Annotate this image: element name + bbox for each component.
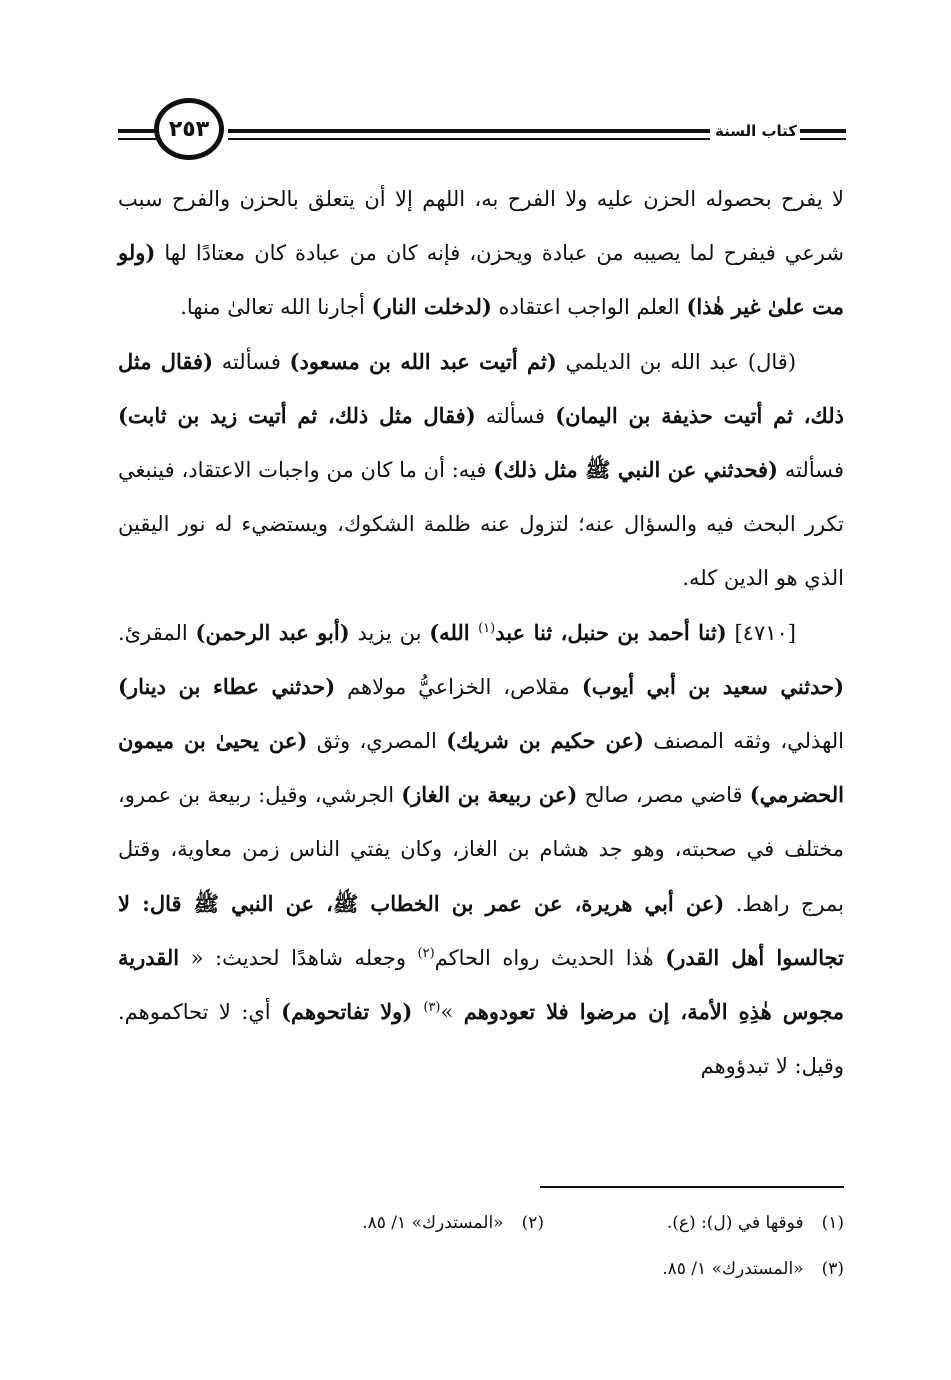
page-number-badge <box>154 98 224 160</box>
quoted-matn: (ولا تفاتحوهم) <box>281 999 424 1025</box>
header-rule-right-thick <box>800 129 846 133</box>
text-run: المصري، وثق <box>307 729 447 754</box>
footnote-ref-1[interactable]: (١) <box>478 620 496 636</box>
running-title: كتاب السنة <box>714 122 798 140</box>
quoted-matn: (عن ربيعة بن الغاز) <box>401 782 578 808</box>
quoted-matn: (ولو مت علىٰ غير هٰذا) <box>118 240 844 320</box>
quoted-matn: (عن حكيم بن شريك) <box>446 728 644 754</box>
header-rule-middle-thick <box>228 129 710 133</box>
quoted-matn: (لدخلت النار) <box>371 294 492 320</box>
text-run: أي: لا تحاكموهم. وقيل: لا تبدؤوهم <box>118 1000 844 1079</box>
text-run: فيه: أن ما كان من واجبات الاعتقاد، فينبغي تكرر البحث فيه والسؤال عنه؛ لتزول عنه ظلمة الشكوك، ويستضيء له نور اليقين الذي هو الدين كله. <box>118 458 844 591</box>
text-run: فسألته <box>778 458 844 483</box>
footnote-1 <box>544 1213 844 1233</box>
quoted-matn: (أبو عبد الرحمن) <box>195 619 350 645</box>
footnote-ref-2[interactable]: (٢) <box>417 945 435 961</box>
header-rule-middle-thin <box>228 138 710 140</box>
text-run: مقلاص، الخزاعيُّ مولاهم <box>335 674 582 699</box>
footnote-number: (٢) <box>521 1213 544 1233</box>
quoted-matn: (فحدثني عن النبي ﷺ مثل ذلك) <box>493 457 778 483</box>
footnote-number: (٣) <box>821 1259 844 1279</box>
footnote-number: (١) <box>821 1213 844 1233</box>
text-run: (قال) عبد الله بن الديلمي <box>556 349 797 374</box>
text-run: فسألته <box>213 349 290 374</box>
page-header <box>110 98 850 168</box>
header-rule-left-thick <box>118 129 158 133</box>
quoted-matn: (فقال مثل ذلك، ثم أتيت حذيفة بن اليمان) <box>118 348 844 428</box>
footnotes <box>118 1200 844 1292</box>
header-rule-left-thin <box>118 138 158 140</box>
text-run: بن يزيد <box>349 620 430 645</box>
quoted-matn: (ثنا أحمد بن حنبل، ثنا عبد <box>495 619 727 645</box>
text-run: العلم الواجب اعتقاده <box>491 295 687 320</box>
text-run: الهذلي، وثقه المصنف <box>643 729 844 754</box>
footnote-row-1 <box>118 1200 844 1246</box>
footnote-divider <box>540 1186 844 1188</box>
hadith-number: [٤٧١٠] <box>726 620 796 645</box>
text-run: الجرشي، وقيل: ربيعة بن عمرو، مختلف في صحبته، وهو جد هشام بن الغاز، وكان يفتي الناس زمن معاوية، وقتل بمرج راهط. <box>118 783 844 916</box>
footnote-3 <box>662 1259 844 1279</box>
text-run: » <box>440 1000 464 1025</box>
text-run: قاضي مصر، صالح <box>577 783 750 808</box>
text-run: هٰذا الحديث رواه الحاكم <box>434 945 666 970</box>
text-run: أجارنا الله تعالىٰ منها. <box>180 295 372 320</box>
footnote-text: «المستدرك» ١/ ٨٥. <box>362 1213 504 1233</box>
text-run: وجعله شاهدًا لحديث: « <box>179 945 418 970</box>
main-text <box>118 172 844 1093</box>
quoted-matn: (عن أبي هريرة، عن عمر بن الخطاب ﷺ، عن النبي ﷺ قال: لا تجالسوا أهل القدر) <box>118 890 844 970</box>
quoted-matn: (حدثني عطاء بن دينار) <box>118 673 336 699</box>
quoted-matn: (حدثني سعيد بن أبي أيوب) <box>581 673 845 699</box>
quoted-matn: (ثم أتيت عبد الله بن مسعود) <box>289 348 557 374</box>
text-run: فسألته <box>475 403 556 428</box>
footnote-row-2 <box>118 1246 844 1292</box>
quoted-matn: (عن يحيىٰ بن ميمون الحضرمي) <box>118 728 844 808</box>
quoted-matn: الله) <box>429 619 479 645</box>
footnote-2 <box>362 1213 544 1233</box>
paragraph-2 <box>118 335 844 606</box>
footnote-text: فوقها في (ل): (ع). <box>666 1213 804 1233</box>
paragraph-1 <box>118 172 844 335</box>
text-run: لا يفرح بحصوله الحزن عليه ولا الفرح به، اللهم إلا أن يتعلق بالحزن والفرح سبب شرعي فيفرح لما يصيبه من عبادة ويحزن، فإنه كان من عبادة كان معتادًا لها <box>118 187 844 266</box>
header-rule-right-thin <box>800 138 846 140</box>
footnote-ref-3[interactable]: (٣) <box>423 1000 441 1016</box>
text-run: المقرئ. <box>118 620 196 645</box>
footnote-text: «المستدرك» ١/ ٨٥. <box>662 1259 804 1279</box>
page-number: ٢٥٣ <box>168 116 210 142</box>
quoted-matn: (فقال مثل ذلك، ثم أتيت زيد بن ثابت) <box>118 402 476 428</box>
paragraph-3 <box>118 606 844 1094</box>
quoted-hadith: القدرية مجوس هٰذِهِ الأمة، إن مرضوا فلا تعودوهم <box>118 944 844 1025</box>
